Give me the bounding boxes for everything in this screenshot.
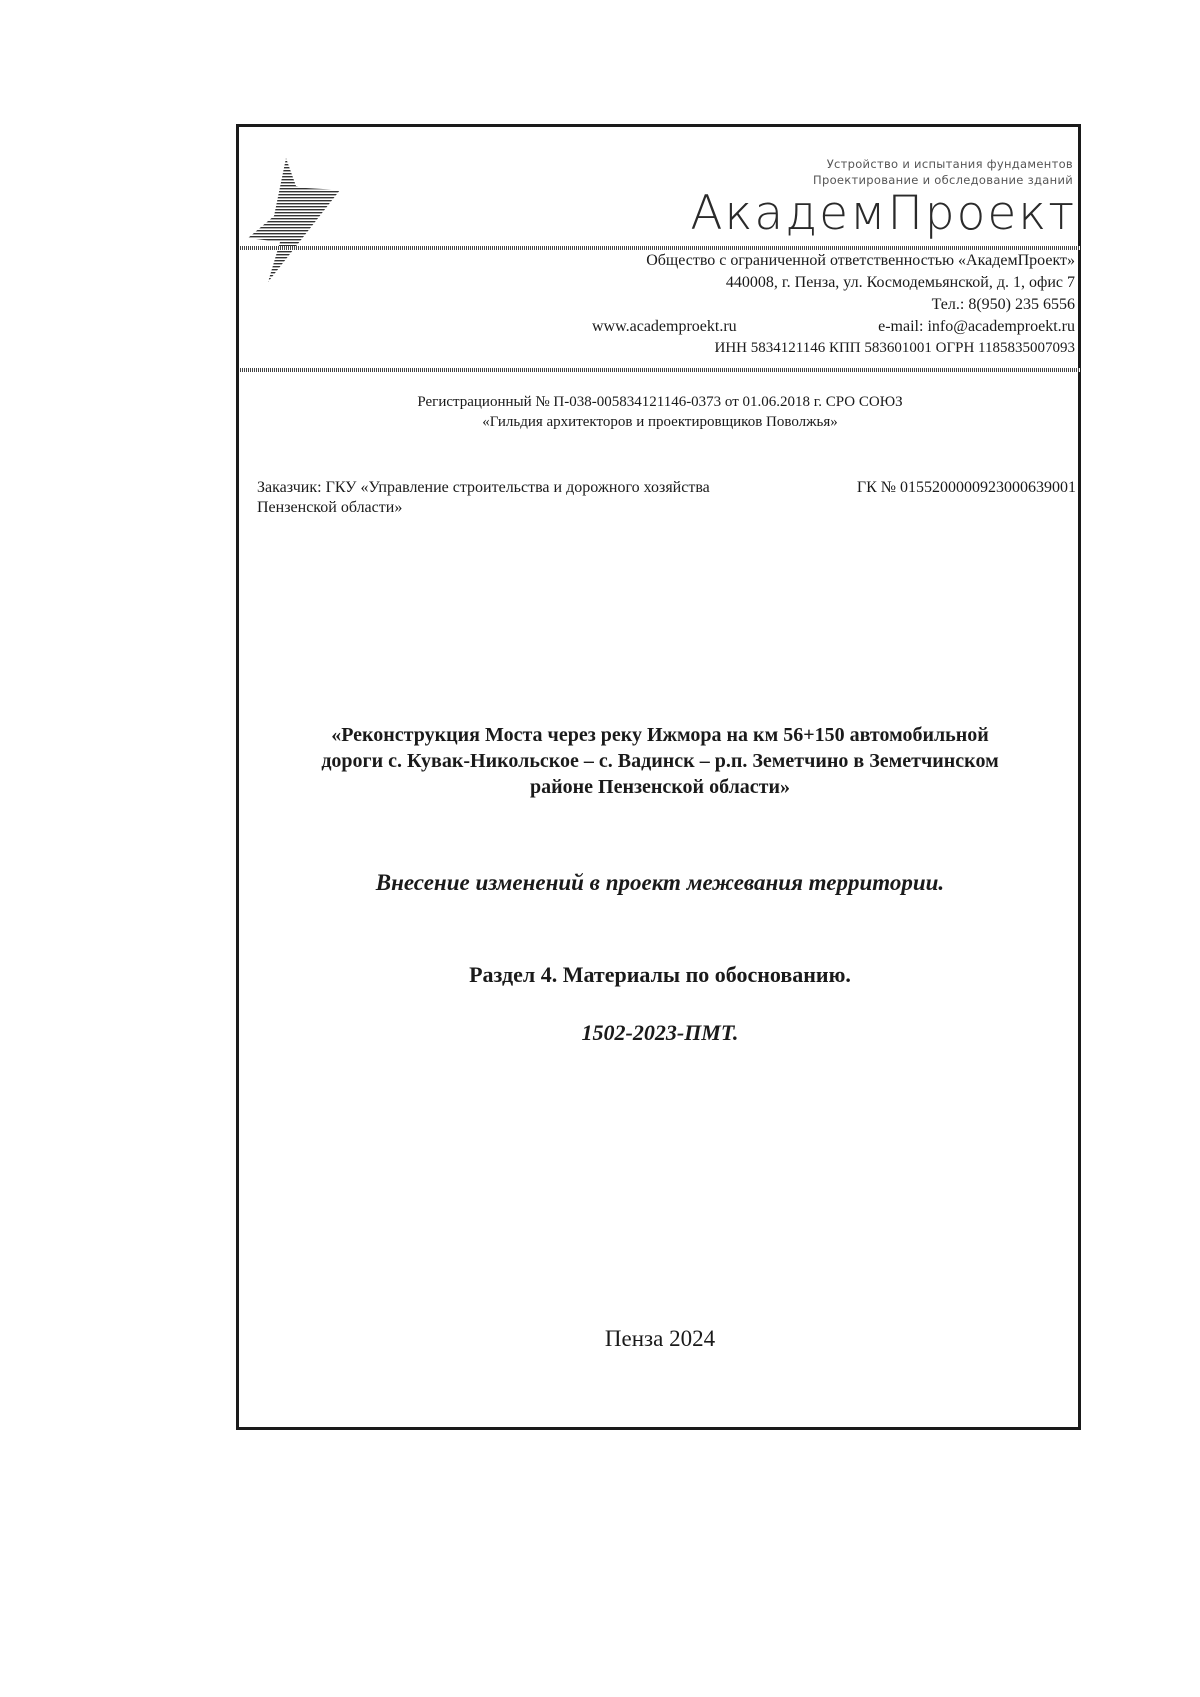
tagline-design: Проектирование и обследование зданий: [813, 173, 1073, 187]
company-name: Общество с ограниченной ответственностью «АкадемПроект»: [646, 252, 1075, 269]
web-contacts: [592, 318, 1075, 336]
project-title: [240, 722, 1080, 800]
company-phone: Тел.: 8(950) 235 6556: [931, 296, 1075, 313]
header-bottom-rule: [240, 368, 1080, 372]
city-year: Пенза 2024: [604, 1326, 716, 1351]
sro-line-1: Регистрационный № П-038-005834121146-0373 от 01.06.2018 г. СРО СОЮЗ: [417, 394, 903, 410]
sro-registration: [240, 392, 1080, 432]
customer: Заказчик: ГКУ «Управление строительства и дорожного хозяйства Пензенской области»: [257, 479, 710, 516]
title-line-2: дороги с. Кувак-Никольское – с. Вадинск – р.п. Земетчино в Земетчинском: [321, 750, 999, 772]
lightning-logo-icon: [240, 158, 350, 282]
email-link[interactable]: e-mail: info@academproekt.ru: [878, 318, 1075, 335]
registry-numbers: ИНН 5834121146 КПП 583601001 ОГРН 1185835007093: [714, 340, 1075, 356]
header-rule: [240, 246, 1080, 250]
website-link[interactable]: www.academproekt.ru: [592, 318, 737, 335]
brand-name: АкадемПроект: [690, 186, 1076, 241]
section-title: Раздел 4. Материалы по обоснованию.: [469, 962, 851, 987]
sro-line-2: «Гильдия архитекторов и проектировщиков Поволжья»: [482, 414, 838, 430]
tagline-foundations: Устройство и испытания фундаментов: [826, 157, 1073, 171]
contract-number: ГК № 0155200000923000639001: [856, 479, 1076, 496]
title-line-3: районе Пензенской области»: [529, 776, 791, 798]
project-subtitle: Внесение изменений в проект межевания территории.: [375, 870, 945, 895]
title-line-1: «Реконструкция Моста через реку Ижмора на км 56+150 автомобильной: [331, 724, 989, 746]
document-code: 1502-2023-ПМТ.: [581, 1020, 739, 1045]
company-address: 440008, г. Пенза, ул. Космодемьянской, д. 1, офис 7: [725, 274, 1075, 291]
